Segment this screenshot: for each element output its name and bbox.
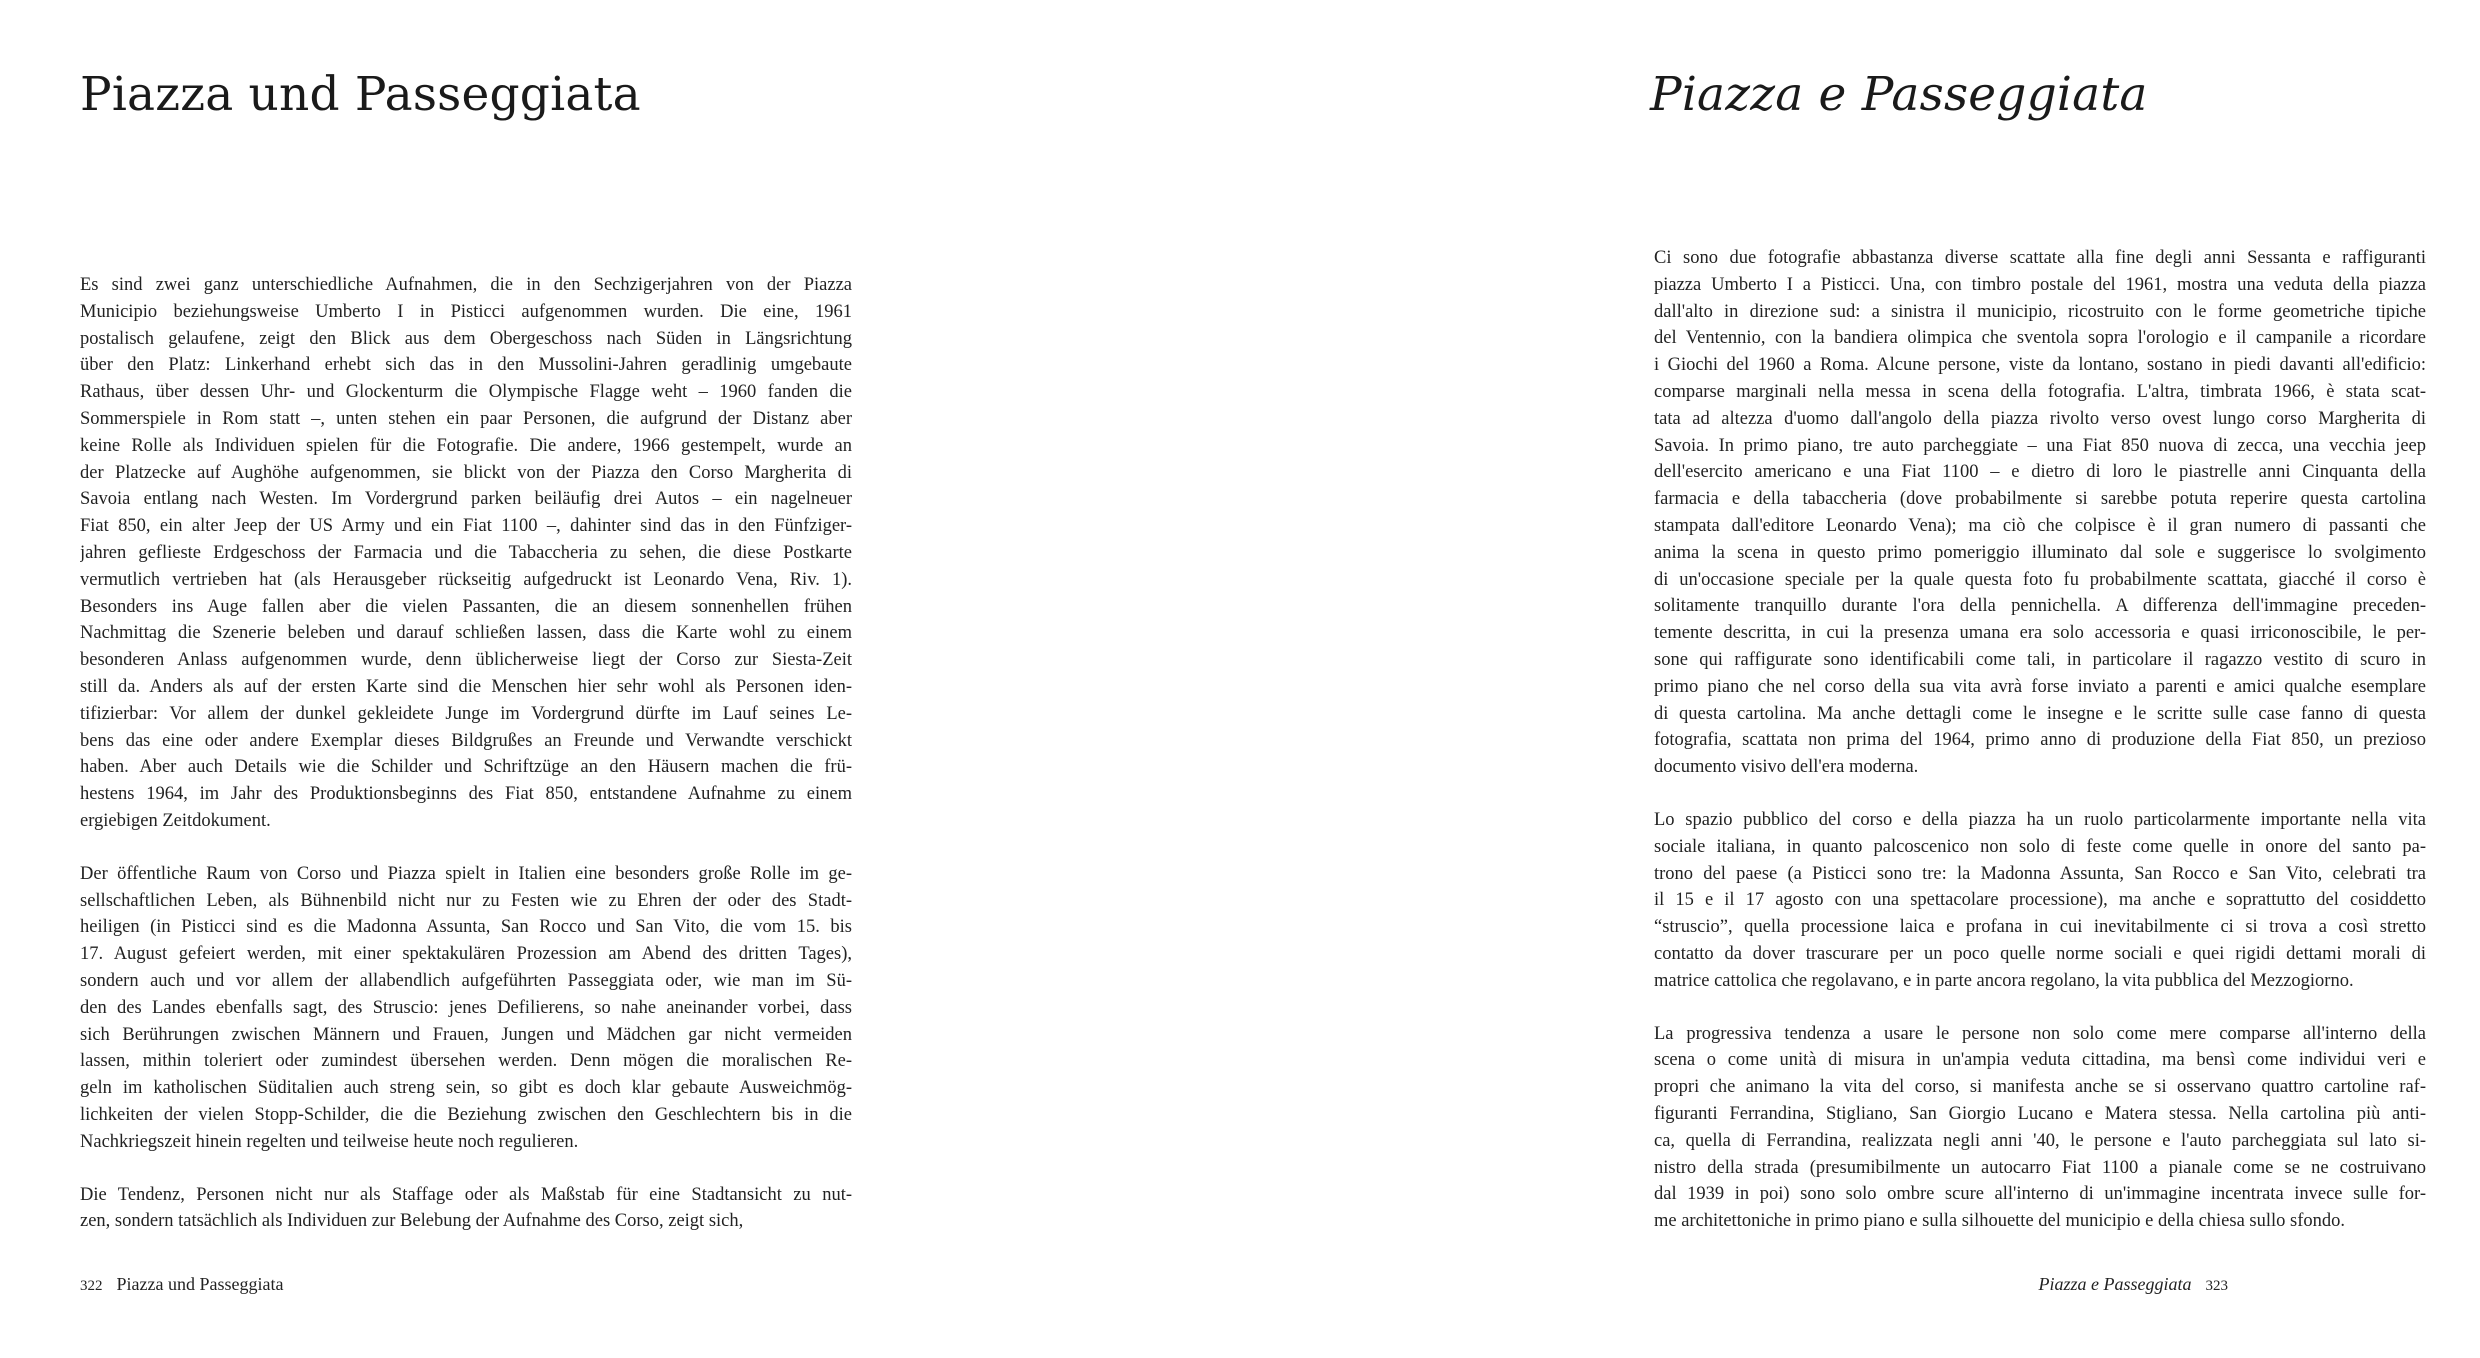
page-number: 322 <box>80 1278 103 1294</box>
text-line: fotografia, scattata non prima del 1964, primo anno di produzione della Fiat 850, un prezioso <box>1654 730 2426 751</box>
text-line: contatto da dover trascurare per un poco quelle norme sociali e quei rigidi dettami morali di <box>1654 943 2426 964</box>
paragraph <box>1654 245 2426 781</box>
right-page <box>1240 0 2480 1358</box>
running-title: Piazza e Passeggiata <box>2038 1274 2192 1294</box>
text-line: hestens 1964, im Jahr des Produktionsbeginns des Fiat 850, entstandene Aufnahme zu einem <box>80 784 852 805</box>
text-line: matrice cattolica che regolavano, e in parte ancora regolano, la vita pubblica del Mezzogiorno. <box>1654 970 2354 991</box>
text-line: solitamente tranquillo durante l'ora della pennichella. A differenza dell'immagine preceden- <box>1654 596 2426 617</box>
paragraph <box>80 861 852 1156</box>
text-line: La progressiva tendenza a usare le persone non solo come mere comparse all'interno della <box>1654 1023 2426 1044</box>
body-text <box>1654 245 2426 1261</box>
text-line: Rathaus, über dessen Uhr- und Glockenturm die Olympische Flagge weht – 1960 fanden die <box>80 382 852 403</box>
text-line: trono del paese (a Pisticci sono tre: la Madonna Assunta, San Rocco e San Vito, celebrati tra <box>1654 863 2426 884</box>
text-line: über den Platz: Linkerhand erhebt sich das in den Mussolini-Jahren geradlinig umgebaute <box>80 355 852 376</box>
text-line: der Platzecke auf Aughöhe aufgenommen, sie blickt von der Piazza den Corso Margherita di <box>80 462 852 483</box>
paragraph <box>1654 807 2426 995</box>
text-line: stampata dall'editore Leonardo Vena); ma ciò che colpisce è il gran numero di passanti che <box>1654 515 2426 536</box>
text-line: sondern auch und vor allem der allabendlich aufgeführten Passeggiata oder, wie man im Sü- <box>80 970 852 991</box>
text-line: bens das eine oder andere Exemplar dieses Bildgrußes an Freunde und Verwandte verschickt <box>80 730 852 751</box>
text-line: Municipio beziehungsweise Umberto I in Pisticci aufgenommen wurden. Die eine, 1961 <box>80 301 852 322</box>
paragraph <box>80 1182 852 1236</box>
text-line: sociale italiana, in quanto palcoscenico non solo di feste come quelle in onore del santo pa- <box>1654 836 2426 857</box>
body-text <box>80 272 852 1261</box>
page-number: 323 <box>2205 1278 2228 1294</box>
text-line: scena o come unità di misura in un'ampia veduta cittadina, ma bensì come individui veri e <box>1654 1050 2426 1071</box>
text-line: lassen, mithin toleriert oder zumindest übersehen werden. Denn mögen die moralischen Re- <box>80 1051 852 1072</box>
text-line: Savoia entlang nach Westen. Im Vordergrund parken beiläufig drei Autos – ein nagelneuer <box>80 489 852 510</box>
text-line: propri che animano la vita del corso, si manifesta anche se si osservano quattro cartoline raf- <box>1654 1077 2426 1098</box>
text-line: postalisch gelaufene, zeigt den Blick aus dem Obergeschoss nach Süden in Längsrichtung <box>80 328 852 349</box>
text-line: still da. Anders als auf der ersten Karte sind die Menschen hier sehr wohl als Personen iden- <box>80 676 852 697</box>
text-line: piazza Umberto I a Pisticci. Una, con timbro postale del 1961, mostra una veduta della piazza <box>1654 274 2426 295</box>
text-line: anima la scena in questo primo pomeriggio illuminato dal sole e suggerisce lo svolgimento <box>1654 542 2426 563</box>
text-line: vermutlich vertrieben hat (als Herausgeber rückseitig aufgedruckt ist Leonardo Vena, Riv. 1). <box>80 569 852 590</box>
text-line: Fiat 850, ein alter Jeep der US Army und ein Fiat 1100 –, dahinter sind das in den Fünfziger- <box>80 516 852 537</box>
text-line: Savoia. In primo piano, tre auto parcheggiate – una Fiat 850 nuova di zecca, una vecchia jeep <box>1654 435 2426 456</box>
paragraph <box>80 272 852 835</box>
text-line: “struscio”, quella processione laica e profana in cui inevitabilmente ci si trova a così stretto <box>1654 917 2426 938</box>
text-line: di questa cartolina. Ma anche dettagli come le insegne e le scritte sulle case fanno di questa <box>1654 703 2426 724</box>
text-line: il 15 e il 17 agosto con una spettacolare processione), ma anche e soprattutto del cosiddetto <box>1654 890 2426 911</box>
text-line: ergiebigen Zeitdokument. <box>80 810 271 831</box>
text-line: Die Tendenz, Personen nicht nur als Staffage oder als Maßstab für eine Stadtansicht zu nut- <box>80 1184 852 1205</box>
text-line: zen, sondern tatsächlich als Individuen zur Belebung der Aufnahme des Corso, zeigt sich, <box>80 1211 744 1232</box>
text-line: dall'alto in direzione sud: a sinistra il municipio, ricostruito con le forme geometriche tipiche <box>1654 301 2426 322</box>
text-line: 17. August gefeiert werden, mit einer spektakulären Prozession am Abend des dritten Tages), <box>80 944 852 965</box>
text-line: heiligen (in Pisticci sind es die Madonna Assunta, San Rocco und San Vito, die vom 15. bis <box>80 917 852 938</box>
text-line: i Giochi del 1960 a Roma. Alcune persone, viste da lontano, sostano in piedi davanti all'edificio: <box>1654 355 2426 376</box>
page-title: Piazza und Passeggiata <box>80 67 641 122</box>
text-line: sone qui raffigurate sono identificabili come tali, in particolare il ragazzo vestito di scuro in <box>1654 649 2426 670</box>
text-line: haben. Aber auch Details wie die Schilder und Schriftzüge an den Häusern machen die frü- <box>80 757 852 778</box>
text-line: Es sind zwei ganz unterschiedliche Aufnahmen, die in den Sechzigerjahren von der Piazza <box>80 275 852 295</box>
text-line: jahren geflieste Erdgeschoss der Farmacia und die Tabaccheria zu sehen, die diese Postkarte <box>80 542 852 563</box>
text-line: dal 1939 in poi) sono solo ombre scure all'interno di un'immagine incentrata invece sulle for- <box>1654 1184 2426 1205</box>
running-title: Piazza und Passeggiata <box>116 1274 284 1294</box>
text-line: comparse marginali nella messa in scena della fotografia. L'altra, timbrata 1966, è stata scat- <box>1654 381 2426 402</box>
text-line: figuranti Ferrandina, Stigliano, San Giorgio Lucano e Matera stessa. Nella cartolina più anti- <box>1654 1103 2426 1124</box>
text-line: sich Berührungen zwischen Männern und Frauen, Jungen und Mädchen gar nicht vermeiden <box>80 1024 852 1045</box>
page-title: Piazza e Passeggiata <box>1650 67 2148 122</box>
text-line: tifizierbar: Vor allem der dunkel gekleidete Junge im Vordergrund dürfte im Lauf seines Le- <box>80 703 852 724</box>
text-line: di un'occasione speciale per la quale questa foto fu probabilmente scattata, giacché il corso è <box>1654 569 2426 590</box>
text-line: nistro della strada (presumibilmente un autocarro Fiat 1100 a pianale come se ne costruivano <box>1654 1157 2426 1178</box>
text-line: den des Landes ebenfalls sagt, des Struscio: jenes Defilierens, so nahe aneinander vorbei, dass <box>80 997 852 1018</box>
text-line: keine Rolle als Individuen spielen für die Fotografie. Die andere, 1966 gestempelt, wurde an <box>80 435 852 456</box>
text-line: ca, quella di Ferrandina, realizzata negli anni '40, le persone e l'auto parcheggiata sul lato si- <box>1654 1130 2426 1151</box>
text-line: primo piano che nel corso della sua vita avrà forse inviato a parenti e amici qualche esemplare <box>1654 676 2426 697</box>
text-line: sellschaftlichen Leben, als Bühnenbild nicht nur zu Festen wie zu Ehren der oder des Stadt- <box>80 890 852 911</box>
text-line: Der öffentliche Raum von Corso und Piazza spielt in Italien eine besonders große Rolle im ge- <box>80 863 852 884</box>
text-line: tata ad altezza d'uomo dall'angolo della piazza rivolto verso ovest lungo corso Margherita di <box>1654 408 2426 429</box>
paragraph <box>1654 1021 2426 1235</box>
text-line: farmacia e della tabaccheria (dove probabilmente si sarebbe potuta reperire questa cartolina <box>1654 489 2426 510</box>
text-line: Lo spazio pubblico del corso e della piazza ha un ruolo particolarmente importante nella vita <box>1654 809 2426 830</box>
text-line: Sommerspiele in Rom statt –, unten stehen ein paar Personen, die aufgrund der Distanz aber <box>80 408 852 429</box>
text-line: Nachkriegszeit hinein regelten und teilweise heute noch regulieren. <box>80 1131 579 1152</box>
text-line: del Ventennio, con la bandiera olimpica che sventola sopra l'orologio e il campanile a ricordare <box>1654 328 2426 349</box>
text-line: temente descritta, in cui la presenza umana era solo accessoria e quasi irriconoscibile, le per- <box>1654 623 2426 644</box>
text-line: geln im katholischen Süditalien auch streng sein, so gibt es doch klar gebaute Ausweichmög- <box>80 1078 852 1099</box>
text-line: besonderen Anlass aufgenommen wurde, denn üblicherweise liegt der Corso zur Siesta-Zeit <box>80 650 852 671</box>
text-line: Besonders ins Auge fallen aber die vielen Passanten, die an diesem sonnenhellen frühen <box>80 596 852 617</box>
text-line: documento visivo dell'era moderna. <box>1654 757 1919 778</box>
page-footer <box>80 1272 283 1298</box>
text-line: dell'esercito americano e una Fiat 1100 – e dietro di loro le piastrelle anni Cinquanta della <box>1654 462 2426 483</box>
text-line: lichkeiten der vielen Stopp-Schilder, die die Beziehung zwischen den Geschlechtern bis in die <box>80 1104 852 1125</box>
text-line: me architettoniche in primo piano e sulla silhouette del municipio e della chiesa sullo sfondo. <box>1654 1211 2346 1232</box>
text-line: Nachmittag die Szenerie beleben und darauf schließen lassen, dass die Karte wohl zu einem <box>80 623 852 644</box>
page-footer <box>2039 1272 2229 1298</box>
text-line: Ci sono due fotografie abbastanza diverse scattate alla fine degli anni Sessanta e raffiguranti <box>1654 248 2426 268</box>
